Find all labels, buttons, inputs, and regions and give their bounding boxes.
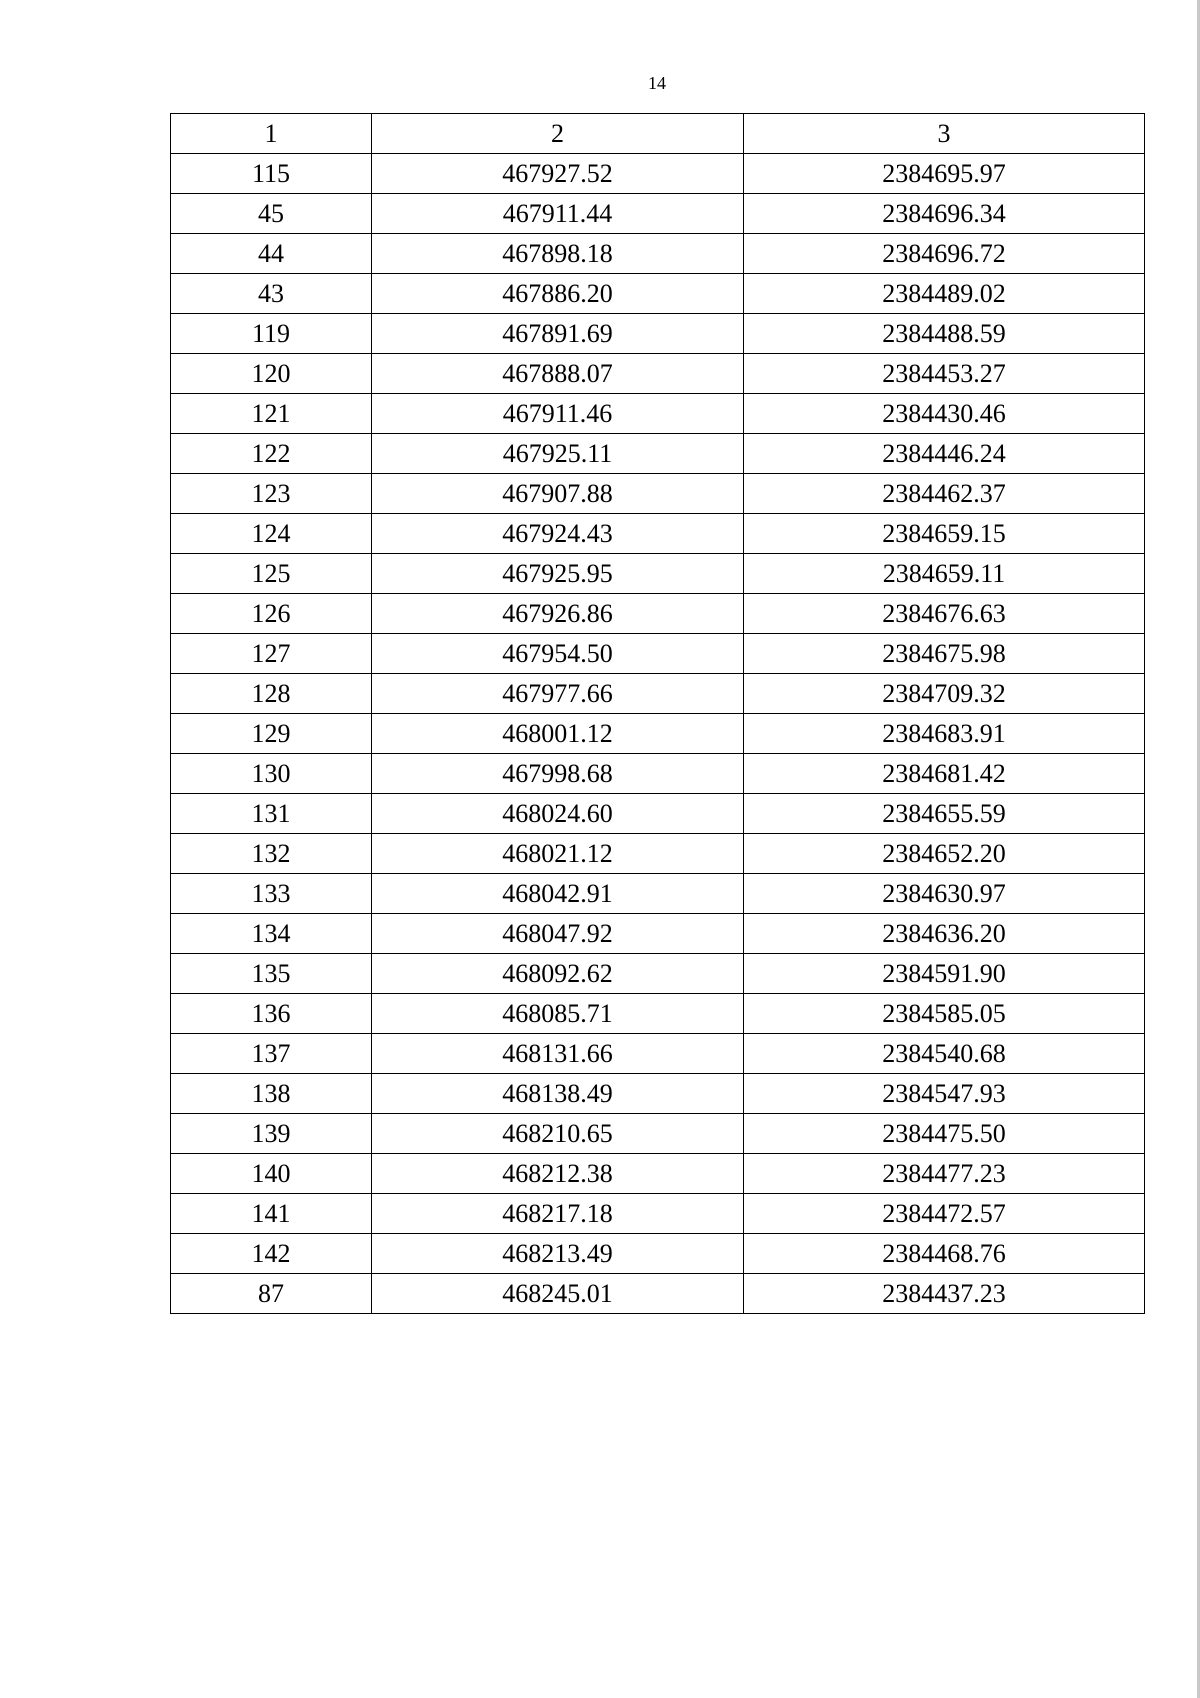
table-row (171, 194, 1145, 234)
table-cell: 467926.86 (372, 594, 744, 634)
table-cell: 128 (171, 674, 372, 714)
table-cell: 137 (171, 1034, 372, 1074)
table-cell: 132 (171, 834, 372, 874)
table-cell: 467925.95 (372, 554, 744, 594)
table-row (171, 394, 1145, 434)
table-cell: 2384489.02 (744, 274, 1145, 314)
table-cell: 468245.01 (372, 1274, 744, 1314)
table-cell: 115 (171, 154, 372, 194)
table-cell: 122 (171, 434, 372, 474)
table-row (171, 594, 1145, 634)
table-row (171, 1234, 1145, 1274)
table-cell: 467924.43 (372, 514, 744, 554)
table-row (171, 714, 1145, 754)
table-cell: 2384675.98 (744, 634, 1145, 674)
table-row (171, 514, 1145, 554)
table-row (171, 154, 1145, 194)
table-cell: 468212.38 (372, 1154, 744, 1194)
table-row (171, 1154, 1145, 1194)
table-cell: 2384696.34 (744, 194, 1145, 234)
table-cell: 135 (171, 954, 372, 994)
table-cell: 467888.07 (372, 354, 744, 394)
table-row (171, 1194, 1145, 1234)
table-cell: 2384652.20 (744, 834, 1145, 874)
table-cell: 2384636.20 (744, 914, 1145, 954)
table-header-row (171, 114, 1145, 154)
table-cell: 2384585.05 (744, 994, 1145, 1034)
table-cell: 467886.20 (372, 274, 744, 314)
table-cell: 468131.66 (372, 1034, 744, 1074)
table-cell: 468021.12 (372, 834, 744, 874)
table-row (171, 434, 1145, 474)
table-cell: 2384630.97 (744, 874, 1145, 914)
table-cell: 467927.52 (372, 154, 744, 194)
table-cell: 468092.62 (372, 954, 744, 994)
table-cell: 120 (171, 354, 372, 394)
table-cell: 2384655.59 (744, 794, 1145, 834)
table-cell: 2384591.90 (744, 954, 1145, 994)
table-row (171, 1114, 1145, 1154)
table-cell: 2384659.15 (744, 514, 1145, 554)
table-cell: 468138.49 (372, 1074, 744, 1114)
column-header: 2 (372, 114, 744, 154)
table-cell: 468217.18 (372, 1194, 744, 1234)
table-cell: 2384437.23 (744, 1274, 1145, 1314)
table-cell: 467998.68 (372, 754, 744, 794)
table-row (171, 874, 1145, 914)
table-cell: 123 (171, 474, 372, 514)
table-cell: 2384676.63 (744, 594, 1145, 634)
table-row (171, 634, 1145, 674)
table-cell: 467977.66 (372, 674, 744, 714)
table-row (171, 834, 1145, 874)
table-cell: 2384696.72 (744, 234, 1145, 274)
table-cell: 141 (171, 1194, 372, 1234)
table-row (171, 754, 1145, 794)
table-cell: 2384462.37 (744, 474, 1145, 514)
table-cell: 140 (171, 1154, 372, 1194)
table-cell: 142 (171, 1234, 372, 1274)
table-cell: 2384453.27 (744, 354, 1145, 394)
table-cell: 468085.71 (372, 994, 744, 1034)
table-cell: 468210.65 (372, 1114, 744, 1154)
table-row (171, 914, 1145, 954)
column-header: 3 (744, 114, 1145, 154)
table-cell: 45 (171, 194, 372, 234)
table-row (171, 994, 1145, 1034)
coordinates-table (170, 113, 1145, 1314)
table-cell: 468024.60 (372, 794, 744, 834)
column-header: 1 (171, 114, 372, 154)
table-cell: 467911.44 (372, 194, 744, 234)
table-row (171, 354, 1145, 394)
table-cell: 467954.50 (372, 634, 744, 674)
table-cell: 129 (171, 714, 372, 754)
table-cell: 467898.18 (372, 234, 744, 274)
table-cell: 2384683.91 (744, 714, 1145, 754)
table-cell: 134 (171, 914, 372, 954)
table-cell: 468047.92 (372, 914, 744, 954)
table-cell: 2384540.68 (744, 1034, 1145, 1074)
table-cell: 2384430.46 (744, 394, 1145, 434)
table-body (171, 154, 1145, 1314)
table-cell: 2384681.42 (744, 754, 1145, 794)
table-row (171, 794, 1145, 834)
table-cell: 131 (171, 794, 372, 834)
table-cell: 125 (171, 554, 372, 594)
table-row (171, 1074, 1145, 1114)
table-row (171, 234, 1145, 274)
table-cell: 2384477.23 (744, 1154, 1145, 1194)
table-cell: 2384475.50 (744, 1114, 1145, 1154)
table-row (171, 1034, 1145, 1074)
table-cell: 44 (171, 234, 372, 274)
table-cell: 133 (171, 874, 372, 914)
table-row (171, 314, 1145, 354)
table-row (171, 274, 1145, 314)
table-cell: 467891.69 (372, 314, 744, 354)
table-cell: 126 (171, 594, 372, 634)
table-cell: 2384472.57 (744, 1194, 1145, 1234)
table-cell: 119 (171, 314, 372, 354)
table-cell: 136 (171, 994, 372, 1034)
table-cell: 2384468.76 (744, 1234, 1145, 1274)
table-row (171, 474, 1145, 514)
table-cell: 2384695.97 (744, 154, 1145, 194)
table-cell: 121 (171, 394, 372, 434)
table-cell: 124 (171, 514, 372, 554)
page-number: 14 (648, 73, 666, 93)
table-cell: 87 (171, 1274, 372, 1314)
table-cell: 468001.12 (372, 714, 744, 754)
table-cell: 2384547.93 (744, 1074, 1145, 1114)
table-cell: 2384709.32 (744, 674, 1145, 714)
table-cell: 467907.88 (372, 474, 744, 514)
table-row (171, 674, 1145, 714)
table-cell: 2384446.24 (744, 434, 1145, 474)
table-cell: 468213.49 (372, 1234, 744, 1274)
table-cell: 467925.11 (372, 434, 744, 474)
table-cell: 43 (171, 274, 372, 314)
table-cell: 138 (171, 1074, 372, 1114)
table-row (171, 1274, 1145, 1314)
table-cell: 127 (171, 634, 372, 674)
table-cell: 2384659.11 (744, 554, 1145, 594)
table-cell: 2384488.59 (744, 314, 1145, 354)
table-row (171, 554, 1145, 594)
table-cell: 467911.46 (372, 394, 744, 434)
table-cell: 130 (171, 754, 372, 794)
table-cell: 139 (171, 1114, 372, 1154)
table-row (171, 954, 1145, 994)
table-cell: 468042.91 (372, 874, 744, 914)
